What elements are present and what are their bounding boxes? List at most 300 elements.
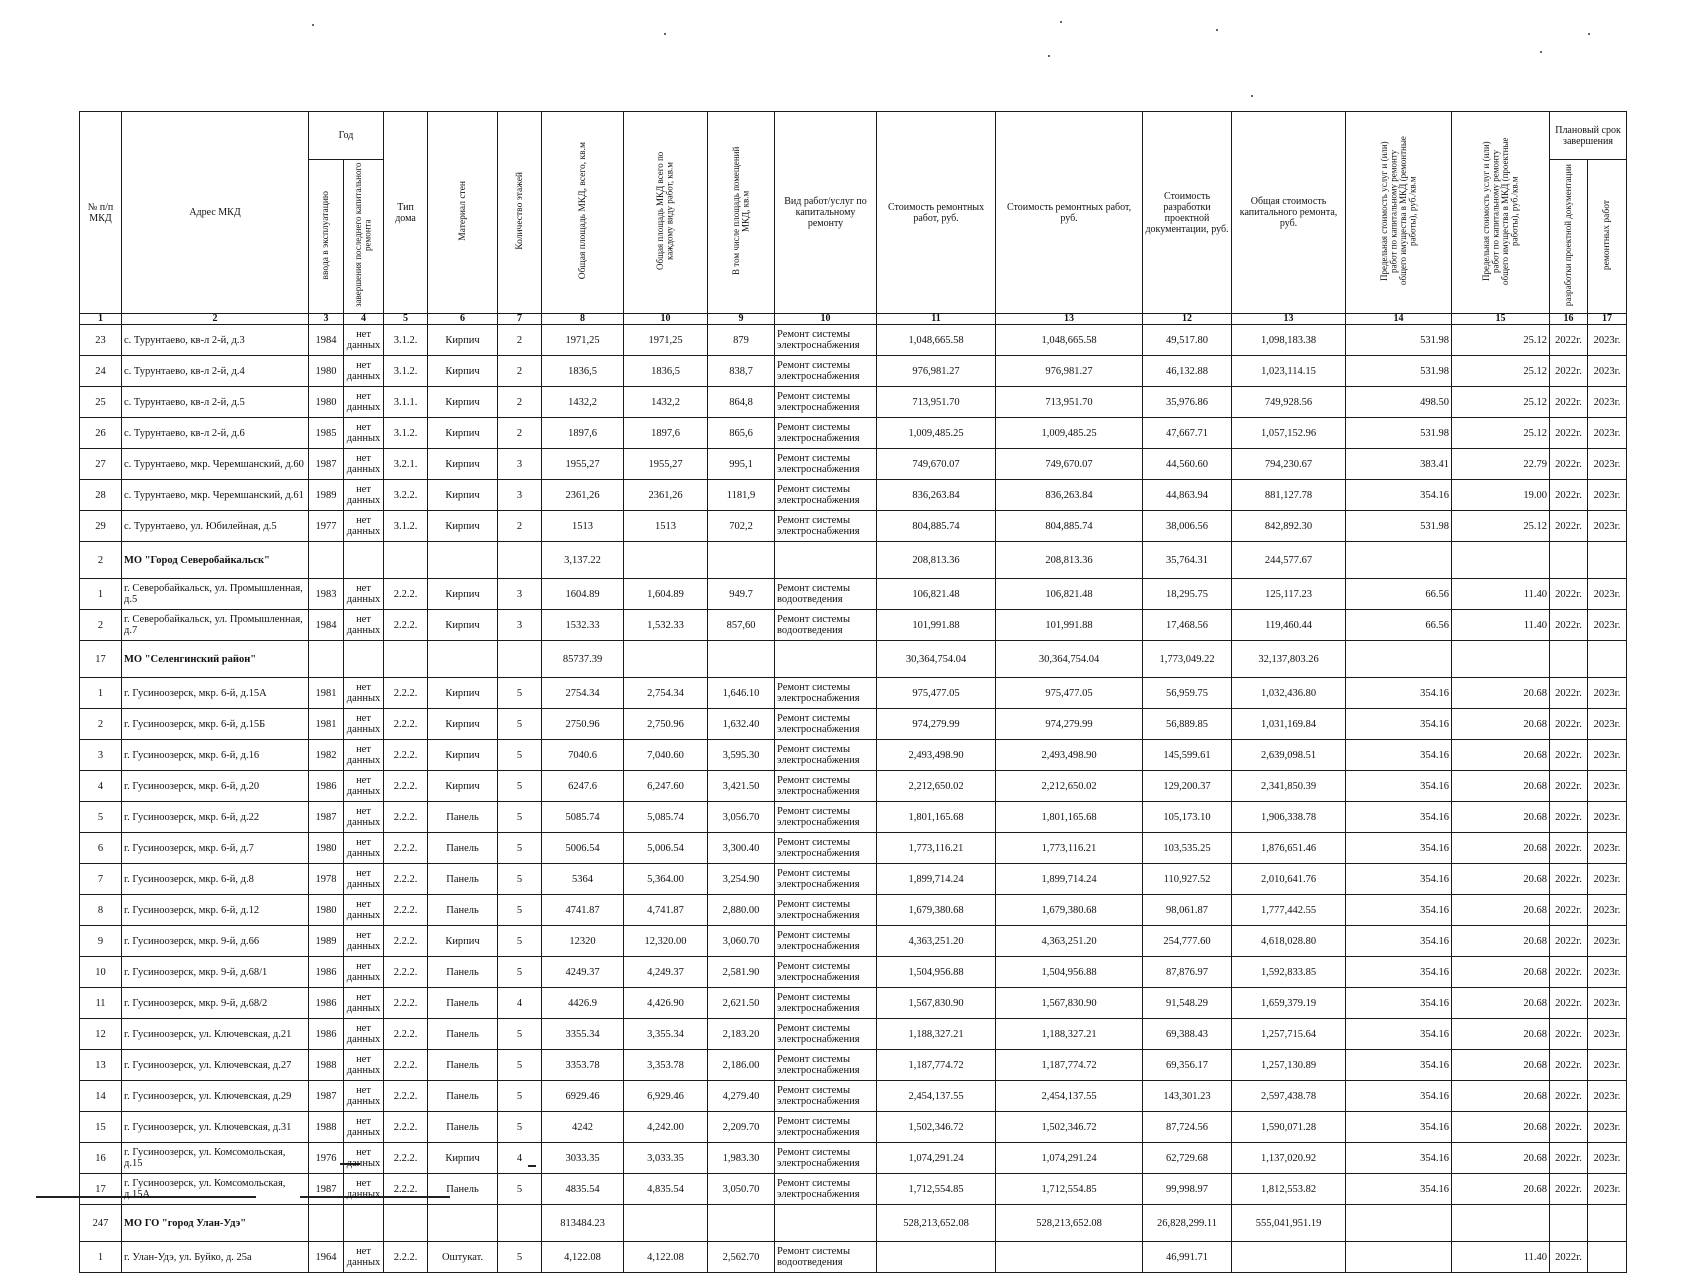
cell-year-last-repair [344, 542, 384, 579]
cell-floors: 3 [498, 449, 542, 480]
cell-row-number: 17 [80, 1174, 122, 1205]
cell-planned-design: 2022г. [1550, 709, 1588, 740]
cell-year-last-repair [344, 1205, 384, 1242]
header-total-cost: Общая стоимость капитального ремонта, руб. [1232, 112, 1346, 314]
cell-design-cost: 143,301.23 [1143, 1081, 1232, 1112]
col-number: 10 [775, 314, 877, 325]
cell-year-commission: 1987 [309, 1081, 344, 1112]
cell-house-type: 2.2.2. [384, 1242, 428, 1273]
cell-repair-cost-2: 975,477.05 [996, 678, 1143, 709]
cell-planned-design: 2022г. [1550, 1019, 1588, 1050]
cell-planned-repair: 2023г. [1588, 449, 1627, 480]
cell-house-type: 3.1.2. [384, 511, 428, 542]
cell-work-type: Ремонт системы электроснабжения [775, 1174, 877, 1205]
cell-row-number: 29 [80, 511, 122, 542]
cell-design-cost: 98,061.87 [1143, 895, 1232, 926]
cell-work-type: Ремонт системы водоотведения [775, 579, 877, 610]
cell-premises-area [708, 641, 775, 678]
cell-wall-material: Панель [428, 988, 498, 1019]
cell-floors: 5 [498, 1050, 542, 1081]
cell-total-area: 1432,2 [542, 387, 624, 418]
header-limit-design: Предельная стоимость услуг и (или) работ по капитальному ремонту общего имущества в МКД (проектные работы), руб./кв.м [1452, 112, 1550, 314]
col-number: 14 [1346, 314, 1452, 325]
table-row [80, 325, 1627, 356]
cell-limit-design: 11.40 [1452, 1242, 1550, 1273]
table-row [80, 678, 1627, 709]
cell-year-commission [309, 542, 344, 579]
table-body [80, 325, 1627, 1273]
cell-planned-design: 2022г. [1550, 1050, 1588, 1081]
cell-year-last-repair: нет данных [344, 579, 384, 610]
cell-area-by-work: 4,426.90 [624, 988, 708, 1019]
cell-wall-material: Кирпич [428, 610, 498, 641]
cell-wall-material: Кирпич [428, 740, 498, 771]
cell-wall-material: Панель [428, 833, 498, 864]
cell-planned-design [1550, 1205, 1588, 1242]
cell-work-type: Ремонт системы электроснабжения [775, 387, 877, 418]
cell-row-number: 10 [80, 957, 122, 988]
cell-repair-cost-2: 974,279.99 [996, 709, 1143, 740]
cell-address: г. Гусиноозерск, ул. Ключевская, д.29 [122, 1081, 309, 1112]
cell-year-last-repair: нет данных [344, 1081, 384, 1112]
cell-repair-cost: 2,454,137.55 [877, 1081, 996, 1112]
cell-limit-repair [1346, 641, 1452, 678]
cell-work-type: Ремонт системы электроснабжения [775, 802, 877, 833]
cell-address: г. Гусиноозерск, мкр. 9-й, д.66 [122, 926, 309, 957]
cell-limit-repair: 354.16 [1346, 1143, 1452, 1174]
cell-address: г. Гусиноозерск, мкр. 6-й, д.15Б [122, 709, 309, 740]
cell-year-commission: 1986 [309, 957, 344, 988]
cell-limit-repair [1346, 1205, 1452, 1242]
cell-address: с. Турунтаево, мкр. Черемшанский, д.60 [122, 449, 309, 480]
cell-work-type: Ремонт системы электроснабжения [775, 988, 877, 1019]
cell-area-by-work: 2,754.34 [624, 678, 708, 709]
cell-year-last-repair: нет данных [344, 957, 384, 988]
cell-total-cost: 1,257,130.89 [1232, 1050, 1346, 1081]
header-premises-area: В том числе площадь помещений МКД, кв.м [708, 112, 775, 314]
col-number: 13 [1232, 314, 1346, 325]
cell-limit-repair: 531.98 [1346, 356, 1452, 387]
cell-premises-area: 3,421.50 [708, 771, 775, 802]
cell-year-last-repair: нет данных [344, 678, 384, 709]
cell-planned-design: 2022г. [1550, 1174, 1588, 1205]
cell-house-type: 2.2.2. [384, 1143, 428, 1174]
cell-address: г. Гусиноозерск, мкр. 6-й, д.20 [122, 771, 309, 802]
cell-house-type: 3.1.2. [384, 325, 428, 356]
cell-planned-repair: 2023г. [1588, 1143, 1627, 1174]
cell-address: с. Турунтаево, кв-л 2-й, д.4 [122, 356, 309, 387]
cell-limit-repair: 498.50 [1346, 387, 1452, 418]
col-number: 16 [1550, 314, 1588, 325]
cell-address: г. Гусиноозерск, ул. Ключевская, д.27 [122, 1050, 309, 1081]
header-address: Адрес МКД [122, 112, 309, 314]
cell-repair-cost: 836,263.84 [877, 480, 996, 511]
cell-planned-design: 2022г. [1550, 325, 1588, 356]
cell-house-type: 2.2.2. [384, 895, 428, 926]
cell-wall-material: Кирпич [428, 579, 498, 610]
cell-repair-cost: 976,981.27 [877, 356, 996, 387]
cell-design-cost: 87,724.56 [1143, 1112, 1232, 1143]
cell-year-commission: 1983 [309, 579, 344, 610]
cell-row-number: 25 [80, 387, 122, 418]
cell-total-cost: 32,137,803.26 [1232, 641, 1346, 678]
cell-premises-area [708, 1205, 775, 1242]
header-year-group: Год [309, 112, 384, 160]
cell-work-type: Ремонт системы водоотведения [775, 610, 877, 641]
cell-limit-repair: 354.16 [1346, 988, 1452, 1019]
cell-repair-cost-2: 1,502,346.72 [996, 1112, 1143, 1143]
cell-premises-area: 2,562.70 [708, 1242, 775, 1273]
cell-planned-design: 2022г. [1550, 926, 1588, 957]
cell-design-cost: 56,959.75 [1143, 678, 1232, 709]
cell-premises-area: 4,279.40 [708, 1081, 775, 1112]
group-row [80, 641, 1627, 678]
cell-repair-cost: 804,885.74 [877, 511, 996, 542]
cell-floors: 4 [498, 988, 542, 1019]
header-house-type: Тип дома [384, 112, 428, 314]
cell-limit-repair: 531.98 [1346, 511, 1452, 542]
table-row [80, 833, 1627, 864]
cell-limit-repair: 354.16 [1346, 1019, 1452, 1050]
col-number: 17 [1588, 314, 1627, 325]
cell-planned-repair: 2023г. [1588, 678, 1627, 709]
cell-house-type: 2.2.2. [384, 1081, 428, 1112]
cell-total-area: 1513 [542, 511, 624, 542]
cell-house-type: 2.2.2. [384, 1112, 428, 1143]
cell-house-type: 2.2.2. [384, 1050, 428, 1081]
cell-total-area: 5006.54 [542, 833, 624, 864]
cell-year-last-repair: нет данных [344, 1242, 384, 1273]
cell-total-area: 1532.33 [542, 610, 624, 641]
cell-design-cost: 145,599.61 [1143, 740, 1232, 771]
cell-total-area: 7040.6 [542, 740, 624, 771]
cell-work-type: Ремонт системы электроснабжения [775, 1050, 877, 1081]
header-area-by-work: Общая площадь МКД всего по каждому виду работ, кв.м [624, 112, 708, 314]
cell-year-commission [309, 641, 344, 678]
header-repair-cost-2: Стоимость ремонтных работ, руб. [996, 112, 1143, 314]
cell-wall-material: Кирпич [428, 771, 498, 802]
cell-work-type [775, 1205, 877, 1242]
cell-planned-repair: 2023г. [1588, 833, 1627, 864]
cell-row-number: 5 [80, 802, 122, 833]
cell-limit-design: 25.12 [1452, 387, 1550, 418]
cell-work-type: Ремонт системы электроснабжения [775, 1019, 877, 1050]
cell-floors: 2 [498, 325, 542, 356]
cell-year-last-repair: нет данных [344, 610, 384, 641]
cell-limit-design: 25.12 [1452, 356, 1550, 387]
cell-wall-material: Панель [428, 1081, 498, 1112]
table-row [80, 1143, 1627, 1174]
cell-limit-repair: 354.16 [1346, 957, 1452, 988]
cell-floors: 2 [498, 387, 542, 418]
cell-design-cost: 62,729.68 [1143, 1143, 1232, 1174]
cell-total-cost: 1,137,020.92 [1232, 1143, 1346, 1174]
cell-planned-repair: 2023г. [1588, 511, 1627, 542]
cell-repair-cost: 1,502,346.72 [877, 1112, 996, 1143]
cell-year-commission: 1980 [309, 895, 344, 926]
cell-limit-design: 20.68 [1452, 1143, 1550, 1174]
cell-year-last-repair: нет данных [344, 418, 384, 449]
cell-repair-cost-2: 749,670.07 [996, 449, 1143, 480]
cell-year-last-repair: нет данных [344, 1112, 384, 1143]
cell-floors: 2 [498, 511, 542, 542]
cell-year-last-repair: нет данных [344, 709, 384, 740]
cell-wall-material: Кирпич [428, 387, 498, 418]
cell-repair-cost-2: 2,493,498.90 [996, 740, 1143, 771]
cell-planned-design: 2022г. [1550, 449, 1588, 480]
cell-limit-repair [1346, 542, 1452, 579]
cell-row-number: 6 [80, 833, 122, 864]
cell-design-cost: 91,548.29 [1143, 988, 1232, 1019]
cell-planned-repair: 2023г. [1588, 926, 1627, 957]
cell-repair-cost-2: 1,899,714.24 [996, 864, 1143, 895]
cell-planned-design: 2022г. [1550, 771, 1588, 802]
cell-repair-cost: 2,212,650.02 [877, 771, 996, 802]
cell-work-type: Ремонт системы электроснабжения [775, 511, 877, 542]
cell-repair-cost-2: 1,679,380.68 [996, 895, 1143, 926]
cell-repair-cost: 974,279.99 [877, 709, 996, 740]
cell-row-number: 26 [80, 418, 122, 449]
table-row [80, 864, 1627, 895]
cell-total-cost: 4,618,028.80 [1232, 926, 1346, 957]
cell-planned-repair: 2023г. [1588, 1081, 1627, 1112]
cell-area-by-work [624, 641, 708, 678]
cell-total-area: 3033.35 [542, 1143, 624, 1174]
cell-area-by-work: 4,835.54 [624, 1174, 708, 1205]
cell-limit-design: 20.68 [1452, 709, 1550, 740]
cell-floors: 3 [498, 610, 542, 641]
cell-planned-design: 2022г. [1550, 988, 1588, 1019]
table-row [80, 771, 1627, 802]
cell-area-by-work: 1,532.33 [624, 610, 708, 641]
cell-premises-area: 857,60 [708, 610, 775, 641]
cell-limit-repair: 354.16 [1346, 1174, 1452, 1205]
cell-limit-design: 19.00 [1452, 480, 1550, 511]
cell-limit-repair: 354.16 [1346, 926, 1452, 957]
cell-limit-repair: 354.16 [1346, 709, 1452, 740]
cell-floors: 5 [498, 1242, 542, 1273]
cell-repair-cost: 1,187,774.72 [877, 1050, 996, 1081]
cell-address: г. Гусиноозерск, мкр. 6-й, д.15А [122, 678, 309, 709]
cell-repair-cost: 1,567,830.90 [877, 988, 996, 1019]
cell-repair-cost-2: 976,981.27 [996, 356, 1143, 387]
cell-work-type: Ремонт системы электроснабжения [775, 325, 877, 356]
cell-premises-area: 864,8 [708, 387, 775, 418]
col-number: 13 [996, 314, 1143, 325]
cell-year-commission: 1985 [309, 418, 344, 449]
cell-wall-material: Кирпич [428, 678, 498, 709]
cell-year-last-repair: нет данных [344, 356, 384, 387]
cell-total-area: 4242 [542, 1112, 624, 1143]
cell-year-commission: 1988 [309, 1050, 344, 1081]
cell-limit-repair: 354.16 [1346, 802, 1452, 833]
cell-design-cost: 105,173.10 [1143, 802, 1232, 833]
cell-repair-cost-2: 1,801,165.68 [996, 802, 1143, 833]
cell-limit-design: 20.68 [1452, 864, 1550, 895]
cell-address: МО "Город Северобайкальск" [122, 542, 309, 579]
cell-total-cost: 555,041,951.19 [1232, 1205, 1346, 1242]
cell-design-cost: 17,468.56 [1143, 610, 1232, 641]
table-row [80, 957, 1627, 988]
cell-area-by-work: 4,741.87 [624, 895, 708, 926]
cell-area-by-work: 7,040.60 [624, 740, 708, 771]
cell-limit-repair: 354.16 [1346, 1112, 1452, 1143]
cell-total-cost: 1,257,715.64 [1232, 1019, 1346, 1050]
cell-planned-design: 2022г. [1550, 833, 1588, 864]
cell-total-area: 1604.89 [542, 579, 624, 610]
cell-repair-cost-2: 713,951.70 [996, 387, 1143, 418]
cell-limit-repair: 354.16 [1346, 771, 1452, 802]
cell-area-by-work: 1971,25 [624, 325, 708, 356]
cell-repair-cost: 106,821.48 [877, 579, 996, 610]
cell-repair-cost: 2,493,498.90 [877, 740, 996, 771]
scan-speck [1216, 29, 1218, 31]
cell-year-last-repair: нет данных [344, 325, 384, 356]
header-year-commission: ввода в эксплуатацию [309, 160, 344, 314]
cell-total-area: 2754.34 [542, 678, 624, 709]
table-row [80, 1081, 1627, 1112]
cell-year-commission: 1986 [309, 771, 344, 802]
cell-row-number: 27 [80, 449, 122, 480]
cell-wall-material [428, 641, 498, 678]
cell-year-last-repair: нет данных [344, 1143, 384, 1174]
table-row [80, 1050, 1627, 1081]
table-row [80, 988, 1627, 1019]
cell-year-last-repair: нет данных [344, 802, 384, 833]
cell-limit-design [1452, 1205, 1550, 1242]
cell-total-area: 1955,27 [542, 449, 624, 480]
cell-wall-material: Панель [428, 1112, 498, 1143]
cell-year-last-repair: нет данных [344, 1174, 384, 1205]
cell-floors: 5 [498, 1081, 542, 1112]
cell-total-cost: 1,057,152.96 [1232, 418, 1346, 449]
cell-total-area: 1971,25 [542, 325, 624, 356]
cell-total-cost: 1,812,553.82 [1232, 1174, 1346, 1205]
table-row [80, 449, 1627, 480]
cell-year-commission [309, 1205, 344, 1242]
cell-area-by-work: 3,355.34 [624, 1019, 708, 1050]
cell-work-type: Ремонт системы электроснабжения [775, 1143, 877, 1174]
cell-wall-material: Кирпич [428, 1143, 498, 1174]
cell-floors: 5 [498, 1019, 542, 1050]
cell-year-commission: 1976 [309, 1143, 344, 1174]
cell-design-cost: 49,517.80 [1143, 325, 1232, 356]
cell-work-type: Ремонт системы водоотведения [775, 1242, 877, 1273]
cell-house-type: 3.2.2. [384, 480, 428, 511]
cell-floors: 5 [498, 678, 542, 709]
cell-year-last-repair: нет данных [344, 895, 384, 926]
cell-house-type: 2.2.2. [384, 1174, 428, 1205]
cell-premises-area [708, 542, 775, 579]
cell-house-type [384, 542, 428, 579]
cell-floors: 5 [498, 1112, 542, 1143]
cell-repair-cost-2: 101,991.88 [996, 610, 1143, 641]
cell-total-cost: 1,906,338.78 [1232, 802, 1346, 833]
cell-work-type [775, 641, 877, 678]
cell-total-cost: 1,098,183.38 [1232, 325, 1346, 356]
cell-total-cost: 2,010,641.76 [1232, 864, 1346, 895]
col-number: 2 [122, 314, 309, 325]
cell-limit-design: 25.12 [1452, 511, 1550, 542]
cell-limit-design: 20.68 [1452, 1174, 1550, 1205]
cell-premises-area: 2,186.00 [708, 1050, 775, 1081]
cell-floors [498, 641, 542, 678]
cell-planned-repair: 2023г. [1588, 895, 1627, 926]
cell-floors: 5 [498, 864, 542, 895]
cell-address: г. Гусиноозерск, мкр. 6-й, д.7 [122, 833, 309, 864]
cell-wall-material: Панель [428, 802, 498, 833]
cell-total-area: 2750.96 [542, 709, 624, 740]
cell-total-area: 3355.34 [542, 1019, 624, 1050]
header-limit-repair: Предельная стоимость услуг и (или) работ по капитальному ремонту общего имущества в МКД (ремонтные работы), руб./кв.м [1346, 112, 1452, 314]
cell-area-by-work: 1955,27 [624, 449, 708, 480]
header-planned-group: Плановый срок завершения [1550, 112, 1627, 160]
cell-year-last-repair [344, 641, 384, 678]
cell-floors [498, 1205, 542, 1242]
cell-total-cost: 794,230.67 [1232, 449, 1346, 480]
cell-planned-design: 2022г. [1550, 610, 1588, 641]
header-year-last-repair: завершения последнего капитального ремонта [344, 160, 384, 314]
cell-address: г. Гусиноозерск, мкр. 9-й, д.68/2 [122, 988, 309, 1019]
cell-area-by-work: 2,750.96 [624, 709, 708, 740]
cell-premises-area: 2,581.90 [708, 957, 775, 988]
cell-limit-design: 20.68 [1452, 895, 1550, 926]
cell-repair-cost-2: 208,813.36 [996, 542, 1143, 579]
cell-wall-material: Панель [428, 957, 498, 988]
cell-repair-cost-2: 528,213,652.08 [996, 1205, 1143, 1242]
table-row [80, 802, 1627, 833]
cell-repair-cost-2: 106,821.48 [996, 579, 1143, 610]
cell-premises-area: 838,7 [708, 356, 775, 387]
cell-total-area: 813484.23 [542, 1205, 624, 1242]
cell-design-cost: 87,876.97 [1143, 957, 1232, 988]
col-number: 8 [542, 314, 624, 325]
cell-floors: 3 [498, 480, 542, 511]
cell-limit-repair: 354.16 [1346, 480, 1452, 511]
cell-area-by-work [624, 1205, 708, 1242]
cell-total-cost: 2,341,850.39 [1232, 771, 1346, 802]
cell-planned-repair: 2023г. [1588, 988, 1627, 1019]
cell-repair-cost: 1,773,116.21 [877, 833, 996, 864]
cell-work-type: Ремонт системы электроснабжения [775, 356, 877, 387]
cell-planned-design [1550, 542, 1588, 579]
cell-design-cost: 35,976.86 [1143, 387, 1232, 418]
cell-house-type: 2.2.2. [384, 802, 428, 833]
cell-house-type: 2.2.2. [384, 771, 428, 802]
cell-limit-repair: 354.16 [1346, 678, 1452, 709]
cell-repair-cost-2 [996, 1242, 1143, 1273]
cell-planned-repair [1588, 641, 1627, 678]
cell-work-type: Ремонт системы электроснабжения [775, 771, 877, 802]
cell-area-by-work: 4,249.37 [624, 957, 708, 988]
cell-wall-material: Оштукат. [428, 1242, 498, 1273]
cell-row-number: 1 [80, 1242, 122, 1273]
cell-limit-design: 20.68 [1452, 1050, 1550, 1081]
cell-planned-repair: 2023г. [1588, 1112, 1627, 1143]
cell-design-cost: 46,991.71 [1143, 1242, 1232, 1273]
group-row [80, 542, 1627, 579]
cell-premises-area: 702,2 [708, 511, 775, 542]
cell-design-cost: 254,777.60 [1143, 926, 1232, 957]
cell-design-cost: 44,560.60 [1143, 449, 1232, 480]
cell-address: г. Улан-Удэ, ул. Буйко, д. 25а [122, 1242, 309, 1273]
cell-total-cost: 2,639,098.51 [1232, 740, 1346, 771]
cell-limit-design: 20.68 [1452, 1019, 1550, 1050]
cell-address: г. Гусиноозерск, ул. Комсомольская, д.15 [122, 1143, 309, 1174]
column-numbers-row [80, 314, 1627, 325]
cell-premises-area: 1,983.30 [708, 1143, 775, 1174]
cell-total-cost: 125,117.23 [1232, 579, 1346, 610]
